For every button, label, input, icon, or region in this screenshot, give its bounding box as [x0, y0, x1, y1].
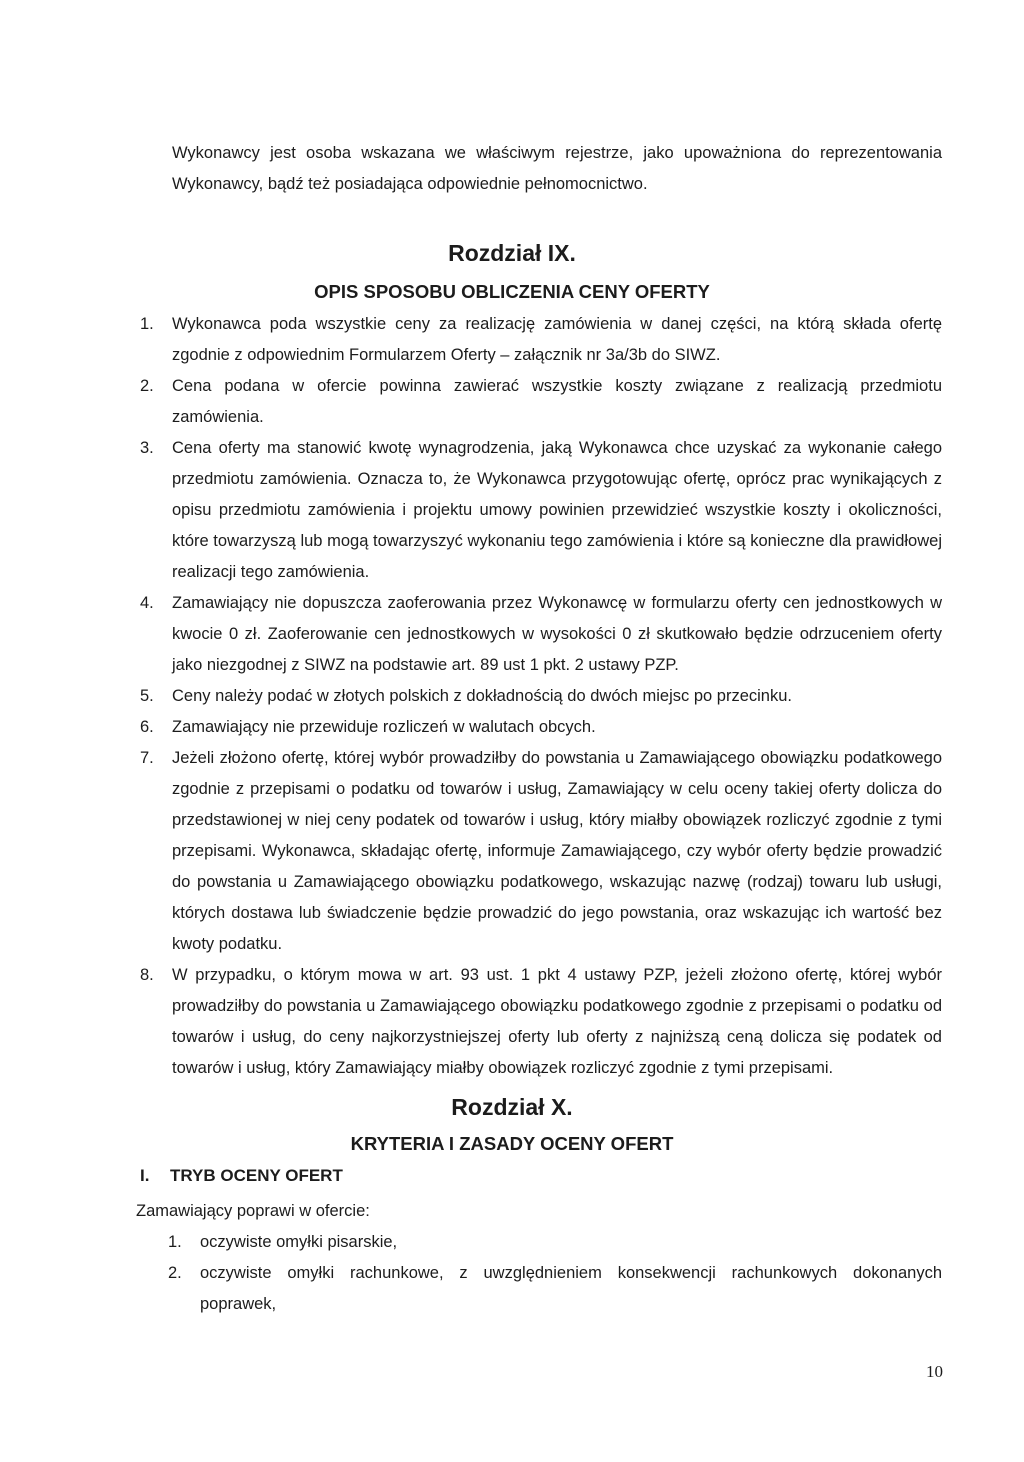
- list-item-number: 4.: [140, 594, 154, 612]
- list-item-text: Zamawiający nie przewiduje rozliczeń w walutach obcych.: [172, 718, 596, 736]
- list-item: [140, 681, 942, 712]
- list-item-number: 3.: [140, 439, 154, 457]
- list-item-number: 7.: [140, 749, 154, 767]
- list-item-number: 1.: [140, 315, 154, 333]
- list-item-number: 5.: [140, 687, 154, 705]
- list-item-text: Cena podana w ofercie powinna zawierać wszystkie koszty związane z realizacją przedmiotu zamówienia.: [172, 377, 942, 426]
- section-title: TRYB OCENY OFERT: [170, 1166, 343, 1185]
- list-item-text: W przypadku, o którym mowa w art. 93 ust. 1 pkt 4 ustawy PZP, jeżeli złożono ofertę, której wybór prowadziłby do powstania u Zamawiającego obowiązku podatkowego zgodnie z przepisami o podatku od towarów i usług, do ceny najkorzystniejszej oferty lub oferty z najniższą ceną dolicza się podatek od towarów i usług, który Zamawiający miałby obowiązek rozliczyć zgodnie z tymi przepisami.: [172, 966, 942, 1077]
- list-item-text: Zamawiający nie dopuszcza zaoferowania przez Wykonawcę w formularzu oferty cen jednostkowych w kwocie 0 zł. Zaoferowanie cen jednostkowych w wysokości 0 zł skutkowało będzie odrzuceniem oferty jako niezgodnej z SIWZ na podstawie art. 89 ust 1 pkt. 2 ustawy PZP.: [172, 594, 942, 674]
- chapter-9-list: [140, 309, 942, 1084]
- intro-paragraph: Wykonawcy jest osoba wskazana we właściwym rejestrze, jako upoważniona do reprezentowania Wykonawcy, bądź też posiadająca odpowiednie pełnomocnictwo.: [172, 144, 942, 193]
- section-number: I.: [140, 1166, 150, 1185]
- list-item: [140, 743, 942, 960]
- list-item: [140, 712, 942, 743]
- list-item-text: Jeżeli złożono ofertę, której wybór prowadziłby do powstania u Zamawiającego obowiązku podatkowego zgodnie z przepisami o podatku od towarów i usług, Zamawiający w celu oceny takiej oferty dolicza do przedstawionej w niej ceny podatek od towarów i usług, który miałby obowiązek rozliczyć zgodnie z tymi przepisami. Wykonawca, składając ofertę, informuje Zamawiającego, czy wybór oferty będzie prowadzić do powstania u Zamawiającego obowiązku podatkowego, wskazując nazwę (rodzaj) towaru lub usługi, których dostawa lub świadczenie będzie prowadzić do jego powstania, oraz wskazując ich wartość bez kwoty podatku.: [172, 749, 942, 953]
- list-item: [140, 588, 942, 681]
- list-item-text: Ceny należy podać w złotych polskich z dokładnością do dwóch miejsc po przecinku.: [172, 687, 792, 705]
- list-item-text: Cena oferty ma stanowić kwotę wynagrodzenia, jaką Wykonawca chce uzyskać za wykonanie całego przedmiotu zamówienia. Oznacza to, że Wykonawca przygotowując ofertę, oprócz prac wynikających z opisu przedmiotu zamówienia i projektu umowy powinien przewidzieć wszystkie koszty i okoliczności, które towarzyszą lub mogą towarzyszyć wykonaniu tego zamówienia i które są konieczne dla prawidłowej realizacji tego zamówienia.: [172, 439, 942, 581]
- list-item: [168, 1227, 942, 1258]
- list-item-text: Wykonawca poda wszystkie ceny za realizację zamówienia w danej części, na którą składa ofertę zgodnie z odpowiednim Formularzem Oferty – załącznik nr 3a/3b do SIWZ.: [172, 315, 942, 364]
- chapter-10-subtitle: KRYTERIA I ZASADY OCENY OFERT: [350, 1133, 674, 1154]
- list-item-text: oczywiste omyłki pisarskie,: [200, 1233, 398, 1251]
- list-item-number: 8.: [140, 966, 154, 984]
- list-item-number: 6.: [140, 718, 154, 736]
- list-item: [140, 309, 942, 371]
- list-item-number: 2.: [140, 377, 154, 395]
- section-intro: Zamawiający poprawi w ofercie:: [136, 1202, 370, 1220]
- chapter-10-title: Rozdział X.: [451, 1094, 573, 1120]
- list-item: [140, 371, 942, 433]
- list-item: [168, 1258, 942, 1320]
- chapter-10-list: [168, 1227, 942, 1320]
- chapter-9-title: Rozdział IX.: [448, 240, 576, 266]
- section-heading: [140, 1166, 343, 1186]
- list-item-number: 1.: [168, 1233, 182, 1251]
- page-number: 10: [926, 1362, 943, 1381]
- list-item: [140, 960, 942, 1084]
- list-item: [140, 433, 942, 588]
- list-item-number: 2.: [168, 1264, 182, 1282]
- chapter-9-subtitle: OPIS SPOSOBU OBLICZENIA CENY OFERTY: [314, 281, 710, 302]
- list-item-text: oczywiste omyłki rachunkowe, z uwzględnieniem konsekwencji rachunkowych dokonanych poprawek,: [200, 1264, 942, 1313]
